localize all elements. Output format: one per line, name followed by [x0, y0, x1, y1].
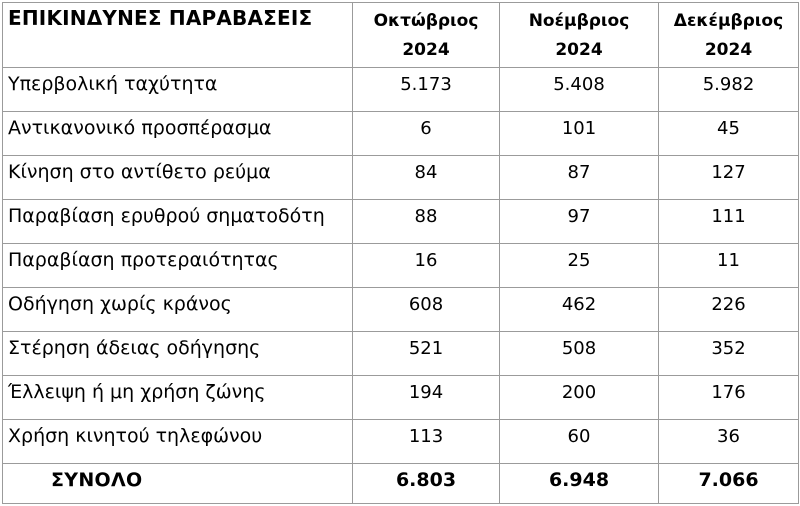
month-label: Δεκέμβριος	[673, 11, 784, 31]
cell-value: 11	[659, 244, 799, 288]
month-label: Νοέμβριος	[528, 11, 630, 31]
row-label: Υπερβολική ταχύτητα	[3, 68, 353, 112]
header-row	[3, 3, 799, 68]
row-label: Αντικανονικό προσπέρασμα	[3, 112, 353, 156]
row-label: Χρήση κινητού τηλεφώνου	[3, 420, 353, 464]
cell-value: 60	[500, 420, 659, 464]
table-row	[3, 420, 799, 464]
cell-value: 113	[353, 420, 500, 464]
column-header-november	[500, 3, 659, 68]
total-value: 6.948	[500, 464, 659, 504]
total-label: ΣΥΝΟΛΟ	[3, 464, 353, 504]
table-row	[3, 288, 799, 332]
row-label: Κίνηση στο αντίθετο ρεύμα	[3, 156, 353, 200]
violations-table	[2, 2, 799, 504]
cell-value: 84	[353, 156, 500, 200]
cell-value: 194	[353, 376, 500, 420]
total-value: 7.066	[659, 464, 799, 504]
column-header-october	[353, 3, 500, 68]
cell-value: 111	[659, 200, 799, 244]
cell-value: 87	[500, 156, 659, 200]
cell-value: 508	[500, 332, 659, 376]
table-row	[3, 112, 799, 156]
table-row	[3, 376, 799, 420]
total-row	[3, 464, 799, 504]
cell-value: 88	[353, 200, 500, 244]
cell-value: 5.408	[500, 68, 659, 112]
cell-value: 176	[659, 376, 799, 420]
table-row	[3, 244, 799, 288]
cell-value: 16	[353, 244, 500, 288]
cell-value: 36	[659, 420, 799, 464]
year-label: 2024	[402, 40, 450, 60]
cell-value: 462	[500, 288, 659, 332]
cell-value: 127	[659, 156, 799, 200]
row-label: Στέρηση άδειας οδήγησης	[3, 332, 353, 376]
cell-value: 101	[500, 112, 659, 156]
cell-value: 200	[500, 376, 659, 420]
row-label: Παραβίαση ερυθρού σηματοδότη	[3, 200, 353, 244]
cell-value: 5.173	[353, 68, 500, 112]
month-label: Οκτώβριος	[373, 11, 479, 31]
year-label: 2024	[704, 40, 753, 60]
cell-value: 226	[659, 288, 799, 332]
cell-value: 6	[353, 112, 500, 156]
row-label: Παραβίαση προτεραιότητας	[3, 244, 353, 288]
cell-value: 97	[500, 200, 659, 244]
column-header-december	[659, 3, 799, 68]
table-row	[3, 68, 799, 112]
year-label: 2024	[555, 40, 603, 60]
table-row	[3, 156, 799, 200]
table-title: ΕΠΙΚΙΝΔΥΝΕΣ ΠΑΡΑΒΑΣΕΙΣ	[3, 3, 353, 68]
total-value: 6.803	[353, 464, 500, 504]
cell-value: 25	[500, 244, 659, 288]
table-row	[3, 200, 799, 244]
cell-value: 5.982	[659, 68, 799, 112]
cell-value: 521	[353, 332, 500, 376]
cell-value: 45	[659, 112, 799, 156]
row-label: Οδήγηση χωρίς κράνος	[3, 288, 353, 332]
row-label: Έλλειψη ή μη χρήση ζώνης	[3, 376, 353, 420]
table-row	[3, 332, 799, 376]
cell-value: 352	[659, 332, 799, 376]
cell-value: 608	[353, 288, 500, 332]
